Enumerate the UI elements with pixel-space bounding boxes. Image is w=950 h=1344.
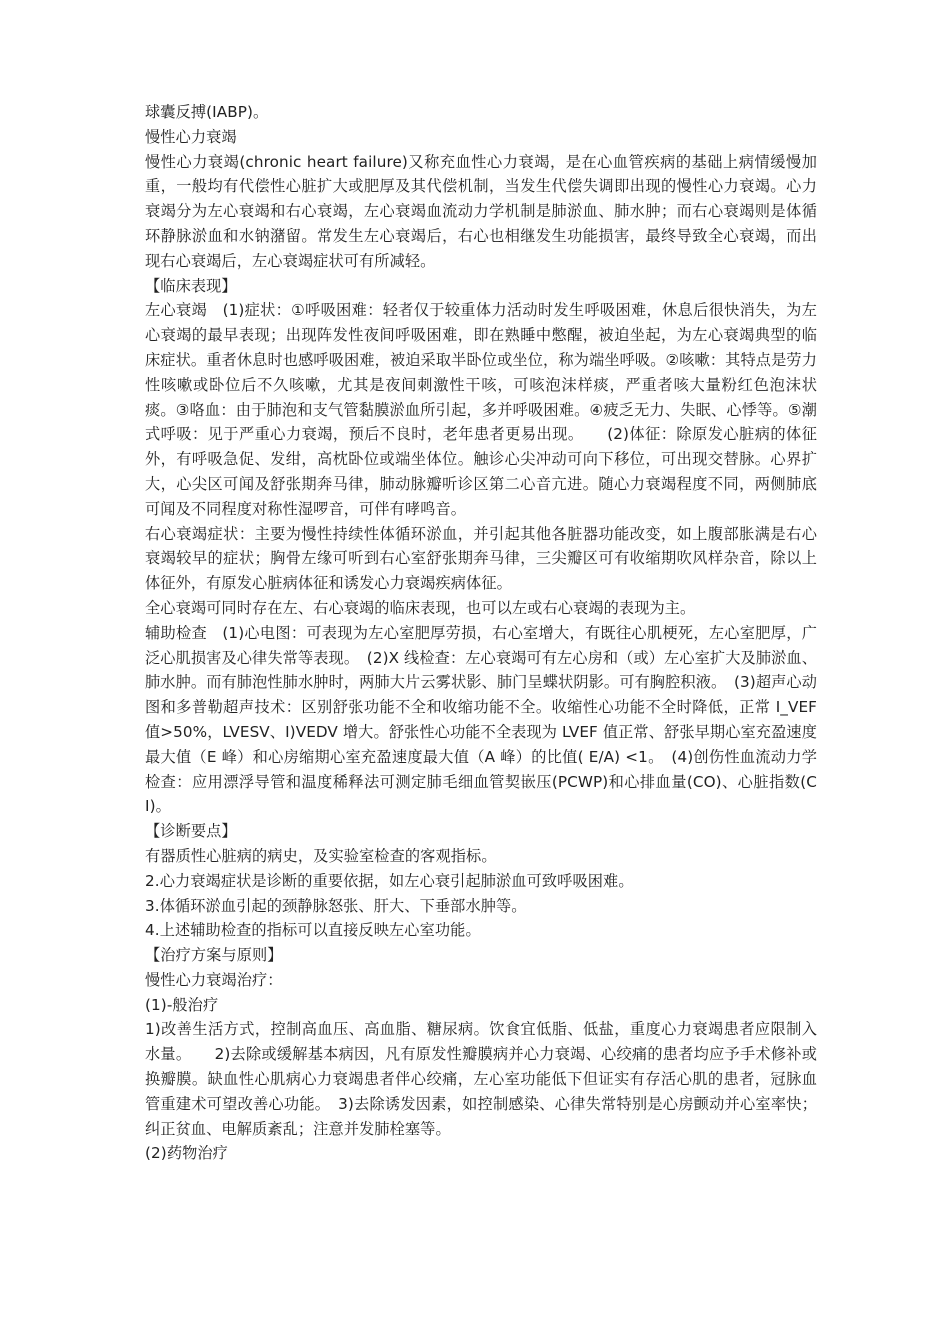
diagnosis-item-4: 4.上述辅助检查的指标可以直接反映左心室功能。 — [145, 921, 481, 940]
section-heading-diagnosis: 【诊断要点】 — [145, 822, 237, 841]
treatment-title: 慢性心力衰竭治疗： — [145, 970, 283, 989]
paragraph-auxiliary-exams: 辅助检查 (1)心电图：可表现为左心室肥厚劳损，右心室增大，有既往心肌梗死，左心室肥厚，广泛心肌损害及心律失常等表现。 (2)X 线检查：左心衰竭可有左心房和（或）左心室扩大及肺淤血、肺水肿。而有肺泡性肺水肿时，两肺大片云雾状影、肺门呈蝶状阴影。可有胸腔积液。 (3)超声心动图和多普勒超声技术：区别舒张功能不全和收缩功能不全。收缩性心功能不全时降低，正常 I_VEF 值>50%，LVESV、I)VEDV 增大。舒张性心功能不全表现为 LVEF 值正常、舒张早期心室充盈速度最大值（E 峰）和心房缩期心室充盈速度最大值（A 峰）的比值( E/A) <1。 (4)创伤性血流动力学检查：应用漂浮导管和温度稀释法可测定肺毛细血管契嵌压(PCWP)和心排血量(CO)、心脏指数(CI)。 — [145, 623, 817, 816]
paragraph-total-heart-failure: 全心衰竭可同时存在左、右心衰竭的临床表现，也可以左或右心衰竭的表现为主。 — [145, 598, 696, 617]
section-heading-clinical: 【临床表现】 — [145, 276, 237, 295]
document-body — [145, 100, 817, 1166]
paragraph-definition: 慢性心力衰竭(chronic heart failure)又称充血性心力衰竭，是在心血管疾病的基础上病情缓慢加重，一般均有代偿性心脏扩大或肥厚及其代偿机制，当发生代偿失调即出现的慢性心力衰竭。心力衰竭分为左心衰竭和右心衰竭，左心衰竭血流动力学机制是肺淤血、肺水肿；而右心衰竭则是体循环静脉淤血和水钠潴留。常发生左心衰竭后，右心也相继发生功能损害，最终导致全心衰竭，而出现右心衰竭后，左心衰竭症状可有所减轻。 — [145, 152, 817, 270]
treatment-general-heading: (1)-般治疗 — [145, 995, 219, 1014]
treatment-drug-heading: (2)药物治疗 — [145, 1144, 228, 1163]
section-heading-treatment: 【治疗方案与原则】 — [145, 946, 283, 965]
diagnosis-item-3: 3.体循环淤血引起的颈静脉怒张、肝大、下垂部水肿等。 — [145, 896, 527, 915]
paragraph-general-treatment: 1)改善生活方式，控制高血压、高血脂、糖尿病。饮食宜低脂、低盐，重度心力衰竭患者应限制入水量。 2)去除或缓解基本病因，凡有原发性瓣膜病并心力衰竭、心绞痛的患者均应予手术修补或换瓣膜。缺血性心肌病心力衰竭患者伴心绞痛，左心室功能低下但证实有存活心肌的患者，冠脉血管重建术可望改善心功能。 3)去除诱发因素，如控制感染、心律失常特别是心房颤动并心室率快；纠正贫血、电解质紊乱；注意并发肺栓塞等。 — [145, 1020, 817, 1138]
diagnosis-item-1: 有器质性心脏病的病史，及实验室检查的客观指标。 — [145, 846, 497, 865]
paragraph-left-heart-failure: 左心衰竭 (1)症状：①呼吸困难：轻者仅于较重体力活动时发生呼吸困难，休息后很快消失，为左心衰竭的最早表现；出现阵发性夜间呼吸困难，即在熟睡中憋醒，被迫坐起，为左心衰竭典型的临床症状。重者休息时也感呼吸困难，被迫采取半卧位或坐位，称为端坐呼吸。②咳嗽：其特点是劳力性咳嗽或卧位后不久咳嗽，尤其是夜间刺激性干咳，可咳泡沫样痰，严重者咳大量粉红色泡沫状痰。③咯血：由于肺泡和支气管黏膜淤血所引起，多并呼吸困难。④疲乏无力、失眠、心悸等。⑤潮式呼吸：见于严重心力衰竭，预后不良时，老年患者更易出现。 (2)体征：除原发心脏病的体征外，有呼吸急促、发绀，高枕卧位或端坐体位。触诊心尖冲动可向下移位，可出现交替脉。心界扩大，心尖区可闻及舒张期奔马律，肺动脉瓣听诊区第二心音亢进。随心力衰竭程度不同，两侧肺底可闻及不同程度对称性湿啰音，可伴有哮鸣音。 — [145, 301, 817, 518]
text-line-iabp: 球囊反搏(IABP)。 — [145, 103, 269, 121]
heading-chronic-heart-failure: 慢性心力衰竭 — [145, 127, 237, 146]
diagnosis-item-2: 2.心力衰竭症状是诊断的重要依据，如左心衰引起肺淤血可致呼吸困难。 — [145, 871, 634, 890]
paragraph-right-heart-failure: 右心衰竭症状：主要为慢性持续性体循环淤血，并引起其他各脏器功能改变，如上腹部胀满是右心衰竭较早的症状；胸骨左缘可听到右心室舒张期奔马律，三尖瓣区可有收缩期吹风样杂音，除以上体征外，有原发心脏病体征和诱发心力衰竭疾病体征。 — [145, 524, 817, 593]
